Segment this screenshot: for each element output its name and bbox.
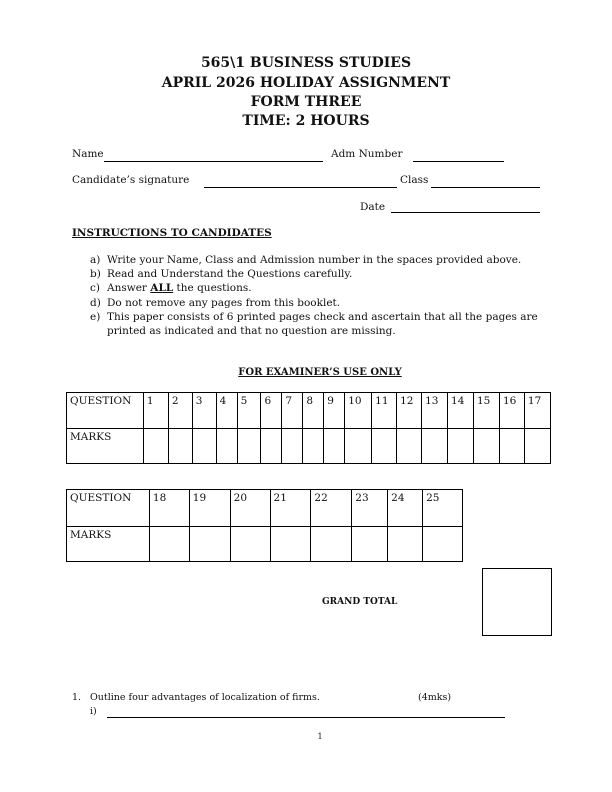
question-number-cell: 10 (345, 393, 372, 429)
marks-cell[interactable] (230, 527, 270, 562)
item-text-bold: ALL (150, 282, 174, 295)
instructions-list (90, 253, 568, 338)
marks-cell[interactable] (352, 527, 388, 562)
paper-code-title: 565\1 BUSINESS STUDIES (200, 55, 412, 71)
item-text-pre: Answer (107, 282, 151, 295)
question-number-cell: 15 (473, 393, 499, 429)
marks-table-1 (66, 392, 551, 464)
name-label: Name (72, 148, 104, 160)
grand-total-box[interactable] (482, 568, 552, 636)
item-text: This paper consists of 6 printed pages check and ascertain that all the pages are printed as indicated and that no question are missing. (107, 310, 538, 338)
instruction-item (90, 310, 568, 338)
marks-cell[interactable] (448, 429, 474, 464)
marks-cell[interactable] (397, 429, 422, 464)
marks-cell[interactable] (261, 429, 282, 464)
item-letter: b) (90, 268, 101, 281)
marks-cell[interactable] (372, 429, 397, 464)
marks-cell[interactable] (303, 429, 324, 464)
instruction-item (90, 267, 568, 281)
signature-label: Candidate’s signature (72, 174, 190, 186)
marks-table-2 (66, 489, 463, 562)
question-number-cell: 7 (282, 393, 303, 429)
marks-cell[interactable] (388, 527, 423, 562)
marks-cell[interactable] (216, 429, 237, 464)
question-number-cell: 24 (388, 490, 423, 527)
instruction-item (90, 253, 568, 267)
marks-cell[interactable] (324, 429, 345, 464)
marks-cell[interactable] (143, 429, 168, 464)
adm-label: Adm Number (331, 148, 403, 160)
item-letter: d) (90, 296, 101, 309)
question-number-cell: 12 (397, 393, 422, 429)
marks-cell[interactable] (345, 429, 372, 464)
time-title: TIME: 2 HOURS (242, 113, 370, 129)
marks-header: MARKS (67, 429, 144, 464)
question-number-cell: 19 (189, 490, 230, 527)
marks-cell[interactable] (189, 527, 230, 562)
item-letter: a) (90, 254, 101, 266)
question-number-cell: 11 (372, 393, 397, 429)
name-field[interactable] (104, 161, 323, 162)
marks-cell[interactable] (168, 429, 192, 464)
question-number-cell: 17 (524, 393, 550, 429)
item-text: Do not remove any pages from this booklet. (107, 296, 341, 309)
question-number-cell: 3 (192, 393, 216, 429)
item-letter: e) (90, 310, 101, 323)
examiner-heading: FOR EXAMINER’S USE ONLY (238, 367, 402, 378)
question-number-cell: 14 (448, 393, 474, 429)
question-header: QUESTION (67, 393, 144, 429)
instruction-item (90, 296, 568, 310)
question-number-cell: 1 (143, 393, 168, 429)
marks-cell[interactable] (282, 429, 303, 464)
instructions-heading: INSTRUCTIONS TO CANDIDATES (72, 227, 272, 239)
item-letter: c) (90, 282, 100, 295)
question-number-cell: 20 (230, 490, 270, 527)
answer-i-line[interactable] (107, 717, 505, 718)
assignment-title: APRIL 2026 HOLIDAY ASSIGNMENT (161, 75, 451, 91)
question-1-marks: (4mks) (418, 692, 452, 703)
item-text (107, 281, 252, 295)
class-field[interactable] (431, 187, 540, 188)
question-number-cell: 2 (168, 393, 192, 429)
marks-cell[interactable] (473, 429, 499, 464)
date-field[interactable] (391, 212, 540, 213)
page-number: 1 (317, 732, 323, 741)
marks-cell[interactable] (423, 527, 463, 562)
question-number-cell: 6 (261, 393, 282, 429)
marks-cell[interactable] (149, 527, 189, 562)
question-number-cell: 4 (216, 393, 237, 429)
item-text: Write your Name, Class and Admission number in the spaces provided above. (107, 254, 522, 266)
question-1-number: 1. (72, 692, 82, 703)
marks-header: MARKS (67, 527, 150, 562)
marks-cell[interactable] (192, 429, 216, 464)
question-number-cell: 16 (499, 393, 524, 429)
question-header: QUESTION (67, 490, 150, 527)
question-number-cell: 5 (237, 393, 261, 429)
marks-cell[interactable] (237, 429, 261, 464)
date-label: Date (360, 201, 386, 213)
question-number-cell: 9 (324, 393, 345, 429)
adm-field[interactable] (413, 161, 504, 162)
grand-total-label: GRAND TOTAL (322, 597, 398, 607)
marks-cell[interactable] (499, 429, 524, 464)
form-title: FORM THREE (250, 94, 362, 110)
signature-field[interactable] (204, 187, 397, 188)
question-number-cell: 23 (352, 490, 388, 527)
item-text-post: the questions. (173, 282, 252, 295)
question-1-text: Outline four advantages of localization of firms. (90, 692, 320, 703)
question-number-cell: 18 (149, 490, 189, 527)
question-number-cell: 8 (303, 393, 324, 429)
question-number-cell: 25 (423, 490, 463, 527)
question-number-cell: 22 (311, 490, 352, 527)
question-number-cell: 13 (422, 393, 448, 429)
marks-cell[interactable] (311, 527, 352, 562)
item-text: Read and Understand the Questions carefully. (107, 268, 353, 281)
marks-cell[interactable] (270, 527, 311, 562)
question-number-cell: 21 (270, 490, 311, 527)
answer-i-label: i) (90, 706, 97, 717)
instruction-item (90, 281, 568, 295)
class-label: Class (400, 174, 429, 186)
marks-cell[interactable] (422, 429, 448, 464)
marks-cell[interactable] (524, 429, 550, 464)
